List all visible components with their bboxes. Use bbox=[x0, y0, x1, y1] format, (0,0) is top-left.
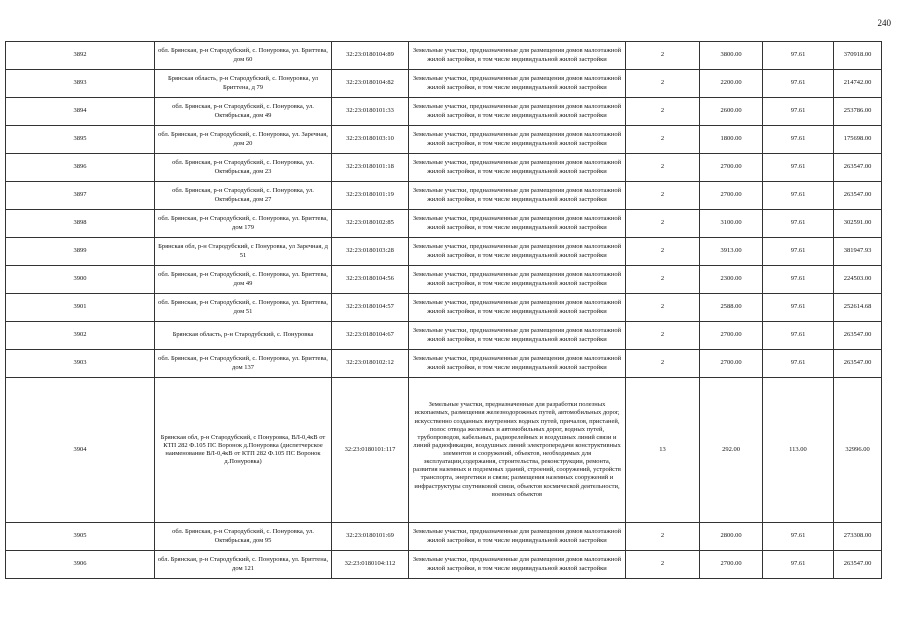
table-row bbox=[6, 126, 882, 154]
table-row bbox=[6, 266, 882, 294]
category-cell: 2 bbox=[626, 350, 700, 378]
row-number: 3892 bbox=[6, 42, 155, 70]
land-use-cell: Земельные участки, предназначенные для размещения домов малоэтажной жилой застройки, в том числе индивидуальной жилой застройки bbox=[409, 294, 626, 322]
rate-cell: 97.61 bbox=[763, 98, 834, 126]
row-number: 3897 bbox=[6, 182, 155, 210]
category-cell: 2 bbox=[626, 210, 700, 238]
rate-cell: 97.61 bbox=[763, 238, 834, 266]
cadastral-number-cell: 32:23:0180101:33 bbox=[332, 98, 409, 126]
value-cell: 273308.00 bbox=[834, 523, 882, 551]
value-cell: 32996.00 bbox=[834, 378, 882, 523]
land-use-cell: Земельные участки, предназначенные для размещения домов малоэтажной жилой застройки, в том числе индивидуальной жилой застройки bbox=[409, 70, 626, 98]
address-cell: обл. Брянская, р-н Стародубский, с. Понуровка, ул. Бриттева, дом 49 bbox=[155, 266, 332, 294]
table-row bbox=[6, 378, 882, 523]
value-cell: 224503.00 bbox=[834, 266, 882, 294]
address-cell: обл. Брянская, р-н Стародубский, с. Понуровка, ул. Октябрьская, дом 95 bbox=[155, 523, 332, 551]
rate-cell: 97.61 bbox=[763, 523, 834, 551]
address-cell: обл. Брянская, р-н Стародубский, с. Понуровка, ул. Бриттева, дом 179 bbox=[155, 210, 332, 238]
table-row bbox=[6, 551, 882, 579]
row-number: 3900 bbox=[6, 266, 155, 294]
cadastral-number-cell: 32:23:0180101:69 bbox=[332, 523, 409, 551]
rate-cell: 97.61 bbox=[763, 266, 834, 294]
cadastral-number-cell: 32:23:0180103:10 bbox=[332, 126, 409, 154]
land-use-cell: Земельные участки, предназначенные для размещения домов малоэтажной жилой застройки, в том числе индивидуальной жилой застройки bbox=[409, 523, 626, 551]
category-cell: 2 bbox=[626, 42, 700, 70]
cadastral-number-cell: 32:23:0180104:89 bbox=[332, 42, 409, 70]
area-cell: 2700.00 bbox=[700, 154, 763, 182]
category-cell: 2 bbox=[626, 126, 700, 154]
table-row bbox=[6, 322, 882, 350]
category-cell: 2 bbox=[626, 294, 700, 322]
cadastral-number-cell: 32:23:0180104:67 bbox=[332, 322, 409, 350]
land-use-cell: Земельные участки, предназначенные для размещения домов малоэтажной жилой застройки, в том числе индивидуальной жилой застройки bbox=[409, 182, 626, 210]
land-use-cell: Земельные участки, предназначенные для разработки полезных ископаемых, размещения железнодорожных путей, автомобильных дорог, искусственно созданных внутренних водных путей, причалов, пристаней, полос отвода железных и автомобильных дорог, водных путей, трубопроводов, кабельных, радиорелейных и воздушных линий связи и линий радиофикации, воздушных линий электропередачи конструктивных элементов и сооружений, объектов, необходимых для эксплуатации,содержания, строительства, реконструкции, ремонта, развития наземных и подземных зданий, строений, сооружений, устройств транспорта, энергетики и связи; размещения наземных сооружений и инфраструктуры спутниковой связи, объектов космической деятельности, военных объектов bbox=[409, 378, 626, 523]
land-use-cell: Земельные участки, предназначенные для размещения домов малоэтажной жилой застройки, в том числе индивидуальной жилой застройки bbox=[409, 551, 626, 579]
value-cell: 214742.00 bbox=[834, 70, 882, 98]
value-cell: 263547.00 bbox=[834, 551, 882, 579]
value-cell: 381947.93 bbox=[834, 238, 882, 266]
area-cell: 2700.00 bbox=[700, 350, 763, 378]
category-cell: 2 bbox=[626, 154, 700, 182]
area-cell: 2300.00 bbox=[700, 266, 763, 294]
address-cell: обл. Брянская, р-н Стародубский, с. Понуровка, ул. Октябрьская, дом 27 bbox=[155, 182, 332, 210]
area-cell: 2700.00 bbox=[700, 551, 763, 579]
table-row bbox=[6, 350, 882, 378]
address-cell: обл. Брянская, р-н Стародубский, с. Понуровка, ул. Заречная, дом 20 bbox=[155, 126, 332, 154]
row-number: 3895 bbox=[6, 126, 155, 154]
land-use-cell: Земельные участки, предназначенные для размещения домов малоэтажной жилой застройки, в том числе индивидуальной жилой застройки bbox=[409, 42, 626, 70]
category-cell: 2 bbox=[626, 70, 700, 98]
cadastral-number-cell: 32:23:0180102:85 bbox=[332, 210, 409, 238]
address-cell: Брянская область, р-н Стародубский, с. Понуровка bbox=[155, 322, 332, 350]
rate-cell: 97.61 bbox=[763, 322, 834, 350]
land-use-cell: Земельные участки, предназначенные для размещения домов малоэтажной жилой застройки, в том числе индивидуальной жилой застройки bbox=[409, 210, 626, 238]
value-cell: 263547.00 bbox=[834, 350, 882, 378]
category-cell: 2 bbox=[626, 266, 700, 294]
area-cell: 2800.00 bbox=[700, 523, 763, 551]
rate-cell: 113.00 bbox=[763, 378, 834, 523]
row-number: 3899 bbox=[6, 238, 155, 266]
land-use-cell: Земельные участки, предназначенные для размещения домов малоэтажной жилой застройки, в том числе индивидуальной жилой застройки bbox=[409, 238, 626, 266]
area-cell: 3800.00 bbox=[700, 42, 763, 70]
row-number: 3898 bbox=[6, 210, 155, 238]
row-number: 3894 bbox=[6, 98, 155, 126]
category-cell: 13 bbox=[626, 378, 700, 523]
address-cell: обл. Брянская, р-н Стародубский, с. Понуровка, ул. Бриттена, дом 121 bbox=[155, 551, 332, 579]
category-cell: 2 bbox=[626, 182, 700, 210]
table-row bbox=[6, 98, 882, 126]
address-cell: Брянская область, р-н Стародубский, с. Понуровка, ул Бриттена, д 79 bbox=[155, 70, 332, 98]
category-cell: 2 bbox=[626, 551, 700, 579]
area-cell: 2700.00 bbox=[700, 322, 763, 350]
rate-cell: 97.61 bbox=[763, 154, 834, 182]
table-row bbox=[6, 294, 882, 322]
cadastral-number-cell: 32:23:0180101:18 bbox=[332, 154, 409, 182]
row-number: 3905 bbox=[6, 523, 155, 551]
rate-cell: 97.61 bbox=[763, 126, 834, 154]
table-row bbox=[6, 210, 882, 238]
table-row bbox=[6, 154, 882, 182]
address-cell: обл. Брянская, р-н Стародубский, с. Понуровка, ул. Бриттева, дом 60 bbox=[155, 42, 332, 70]
rate-cell: 97.61 bbox=[763, 294, 834, 322]
value-cell: 175698.00 bbox=[834, 126, 882, 154]
value-cell: 263547.00 bbox=[834, 322, 882, 350]
row-number: 3906 bbox=[6, 551, 155, 579]
value-cell: 263547.00 bbox=[834, 182, 882, 210]
address-cell: обл. Брянская, р-н Стародубский, с. Понуровка, ул. Октябрьская, дом 49 bbox=[155, 98, 332, 126]
area-cell: 1800.00 bbox=[700, 126, 763, 154]
area-cell: 2200.00 bbox=[700, 70, 763, 98]
row-number: 3893 bbox=[6, 70, 155, 98]
area-cell: 2700.00 bbox=[700, 182, 763, 210]
category-cell: 2 bbox=[626, 322, 700, 350]
address-cell: обл. Брянская, р-н Стародубский, с. Понуровка, ул. Октябрьская, дом 23 bbox=[155, 154, 332, 182]
land-registry-table bbox=[5, 41, 882, 579]
category-cell: 2 bbox=[626, 98, 700, 126]
area-cell: 3913.00 bbox=[700, 238, 763, 266]
value-cell: 252614.68 bbox=[834, 294, 882, 322]
value-cell: 263547.00 bbox=[834, 154, 882, 182]
row-number: 3904 bbox=[6, 378, 155, 523]
page-number: 240 bbox=[877, 18, 891, 28]
cadastral-number-cell: 32:23:0180104:112 bbox=[332, 551, 409, 579]
value-cell: 370918.00 bbox=[834, 42, 882, 70]
rate-cell: 97.61 bbox=[763, 182, 834, 210]
land-use-cell: Земельные участки, предназначенные для размещения домов малоэтажной жилой застройки, в том числе индивидуальной жилой застройки bbox=[409, 266, 626, 294]
land-use-cell: Земельные участки, предназначенные для размещения домов малоэтажной жилой застройки, в том числе индивидуальной жилой застройки bbox=[409, 98, 626, 126]
table-row bbox=[6, 523, 882, 551]
row-number: 3901 bbox=[6, 294, 155, 322]
land-use-cell: Земельные участки, предназначенные для размещения домов малоэтажной жилой застройки, в том числе индивидуальной жилой застройки bbox=[409, 350, 626, 378]
value-cell: 253786.00 bbox=[834, 98, 882, 126]
rate-cell: 97.61 bbox=[763, 42, 834, 70]
rate-cell: 97.61 bbox=[763, 350, 834, 378]
cadastral-number-cell: 32:23:0180104:57 bbox=[332, 294, 409, 322]
row-number: 3902 bbox=[6, 322, 155, 350]
address-cell: обл. Брянская, р-н Стародубский, с. Понуровка, ул. Бриттева, дом 137 bbox=[155, 350, 332, 378]
area-cell: 292.00 bbox=[700, 378, 763, 523]
table-row bbox=[6, 42, 882, 70]
cadastral-number-cell: 32:23:0180104:82 bbox=[332, 70, 409, 98]
rate-cell: 97.61 bbox=[763, 210, 834, 238]
table-row bbox=[6, 70, 882, 98]
area-cell: 3100.00 bbox=[700, 210, 763, 238]
table-row bbox=[6, 238, 882, 266]
rate-cell: 97.61 bbox=[763, 551, 834, 579]
rate-cell: 97.61 bbox=[763, 70, 834, 98]
land-use-cell: Земельные участки, предназначенные для размещения домов малоэтажной жилой застройки, в том числе индивидуальной жилой застройки bbox=[409, 154, 626, 182]
cadastral-number-cell: 32:23:0180104:56 bbox=[332, 266, 409, 294]
value-cell: 302591.00 bbox=[834, 210, 882, 238]
address-cell: обл. Брянская, р-н Стародубский, с. Понуровка, ул. Бриттева, дом 51 bbox=[155, 294, 332, 322]
area-cell: 2600.00 bbox=[700, 98, 763, 126]
cadastral-number-cell: 32:23:0180101:19 bbox=[332, 182, 409, 210]
address-cell: Брянская обл, р-н Стародубский, с Понуровка, ул Заречная, д 51 bbox=[155, 238, 332, 266]
category-cell: 2 bbox=[626, 238, 700, 266]
land-use-cell: Земельные участки, предназначенные для размещения домов малоэтажной жилой застройки, в том числе индивидуальной жилой застройки bbox=[409, 322, 626, 350]
cadastral-number-cell: 32:23:0180102:12 bbox=[332, 350, 409, 378]
address-cell: Брянская обл, р-н Стародубский, с Понуровка, ВЛ-0,4кВ от КТП 282 Ф.105 ПС Воронок д.Понуровка (диспетчерское наименование ВЛ-0,4кВ от КТП 282 Ф.105 ПС Воронок д.Понуровка) bbox=[155, 378, 332, 523]
category-cell: 2 bbox=[626, 523, 700, 551]
area-cell: 2588.00 bbox=[700, 294, 763, 322]
row-number: 3903 bbox=[6, 350, 155, 378]
table-row bbox=[6, 182, 882, 210]
cadastral-number-cell: 32:23:0180101:117 bbox=[332, 378, 409, 523]
row-number: 3896 bbox=[6, 154, 155, 182]
cadastral-number-cell: 32:23:0180103:28 bbox=[332, 238, 409, 266]
land-use-cell: Земельные участки, предназначенные для размещения домов малоэтажной жилой застройки, в том числе индивидуальной жилой застройки bbox=[409, 126, 626, 154]
